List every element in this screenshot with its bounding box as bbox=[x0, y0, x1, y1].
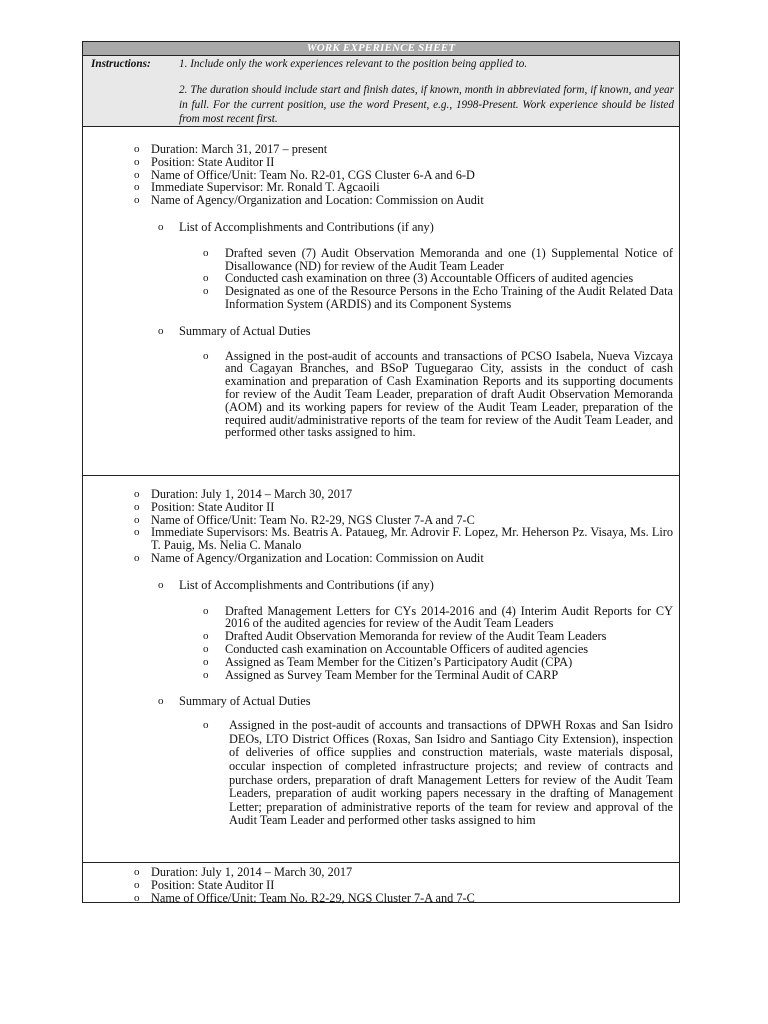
entry-1-supervisor: o Immediate Supervisor: Mr. Ronald T. Agcaoili bbox=[83, 181, 679, 194]
work-experience-sheet bbox=[82, 41, 680, 903]
entry-2-details bbox=[83, 488, 679, 565]
entry-1-duration: o Duration: March 31, 2017 – present bbox=[83, 143, 679, 156]
entry-1-details bbox=[83, 143, 679, 207]
entry-2-agency: o Name of Agency/Organization and Location: Commission on Audit bbox=[83, 552, 679, 565]
list-item: o Conducted cash examination on Accountable Officers of audited agencies bbox=[83, 643, 679, 656]
entry-1-duties-heading: o Summary of Actual Duties bbox=[83, 325, 679, 338]
entry-3-duration: o Duration: July 1, 2014 – March 30, 2017 bbox=[83, 866, 679, 879]
entry-2-supervisor: o Immediate Supervisors: Ms. Beatris A. Pataueg, Mr. Adrovir F. Lopez, Mr. Heherson Pz. Visaya, Ms. Liro T. Pauig, Ms. Nelia C. Manalo bbox=[83, 526, 679, 552]
entry-3-details bbox=[83, 866, 679, 904]
instruction-2: 2. The duration should include start and finish dates, if known, month in abbreviated form, if known, and year in full. For the current position, use the word Present, e.g., 1998-Present. Work experience should be listed from most recent first. bbox=[179, 84, 674, 125]
instructions-box bbox=[83, 56, 679, 127]
entry-1-agency: o Name of Agency/Organization and Location: Commission on Audit bbox=[83, 194, 679, 207]
list-item: o Assigned in the post-audit of accounts and transactions of DPWH Roxas and San Isidro DEOs, LTO District Offices (Roxas, San Isidro and Santiago City Extension), inspection of deliveries of office supplies and construction materials, waste materials disposal, occular inspection of completed infrastructure projects; and review of contracts and purchase orders, preparation of draft Management Letters for review of the Audit Team Leaders, preparation of audit working papers necessary in the drafting of Management Letter; preparation of administrative reports of the team for review and approval of the Audit Team Leader and performed other tasks assigned to him bbox=[83, 719, 679, 828]
entry-2-position: o Position: State Auditor II bbox=[83, 501, 679, 514]
entry-2-accomplishments-heading: o List of Accomplishments and Contributions (if any) bbox=[83, 579, 679, 592]
list-item: o Drafted seven (7) Audit Observation Memoranda and one (1) Supplemental Notice of Disallowance (ND) for review of the Audit Team Leader bbox=[83, 247, 679, 273]
entry-2-accomplishments bbox=[83, 605, 679, 682]
experience-entry-1 bbox=[83, 127, 679, 476]
entry-2-duties bbox=[83, 719, 679, 828]
list-item: o Drafted Audit Observation Memoranda for review of the Audit Team Leaders bbox=[83, 630, 679, 643]
instruction-1: 1. Include only the work experiences relevant to the position being applied to. bbox=[179, 58, 528, 70]
list-item: o Assigned as Team Member for the Citizen’s Participatory Audit (CPA) bbox=[83, 656, 679, 669]
experience-entry-3 bbox=[83, 863, 679, 904]
list-item: o Assigned as Survey Team Member for the Terminal Audit of CARP bbox=[83, 669, 679, 682]
entry-1-duties bbox=[83, 350, 679, 440]
list-item: o Designated as one of the Resource Persons in the Echo Training of the Audit Related Data Information System (ARDIS) and its Component Systems bbox=[83, 285, 679, 311]
instructions-label: Instructions: bbox=[91, 58, 151, 70]
entry-1-position: o Position: State Auditor II bbox=[83, 156, 679, 169]
entry-1-accomplishments-heading: o List of Accomplishments and Contributions (if any) bbox=[83, 221, 679, 234]
entry-1-accomplishments bbox=[83, 247, 679, 311]
entry-3-position: o Position: State Auditor II bbox=[83, 879, 679, 892]
list-item: o Assigned in the post-audit of accounts and transactions of PCSO Isabela, Nueva Vizcaya and Cagayan Branches, and BSoP Tuguegarao City, assists in the conduct of cash examination and preparation of Cash Examination Reports and its supporting documents for review of the Audit Team Leader, preparation of draft Audit Observation Memoranda (AOM) and its working papers for review of the Audit Team Leader, preparation of the required audit/administrative reports of the team for review of the Audit Team Leader, and performed other tasks assigned to him. bbox=[83, 350, 679, 440]
sheet-title: WORK EXPERIENCE SHEET bbox=[83, 42, 679, 56]
list-item: o Drafted Management Letters for CYs 2014-2016 and (4) Interim Audit Reports for CY 2016 of the audited agencies for review of the Audit Team Leaders bbox=[83, 605, 679, 631]
entry-2-office: o Name of Office/Unit: Team No. R2-29, NGS Cluster 7-A and 7-C bbox=[83, 514, 679, 527]
entry-1-office: o Name of Office/Unit: Team No. R2-01, CGS Cluster 6-A and 6-D bbox=[83, 169, 679, 182]
list-item: o Conducted cash examination on three (3) Accountable Officers of audited agencies bbox=[83, 272, 679, 285]
entry-2-duration: o Duration: July 1, 2014 – March 30, 2017 bbox=[83, 488, 679, 501]
experience-entry-2 bbox=[83, 476, 679, 863]
entry-3-office: o Name of Office/Unit: Team No. R2-29, NGS Cluster 7-A and 7-C bbox=[83, 892, 679, 905]
entry-2-duties-heading: o Summary of Actual Duties bbox=[83, 695, 679, 708]
